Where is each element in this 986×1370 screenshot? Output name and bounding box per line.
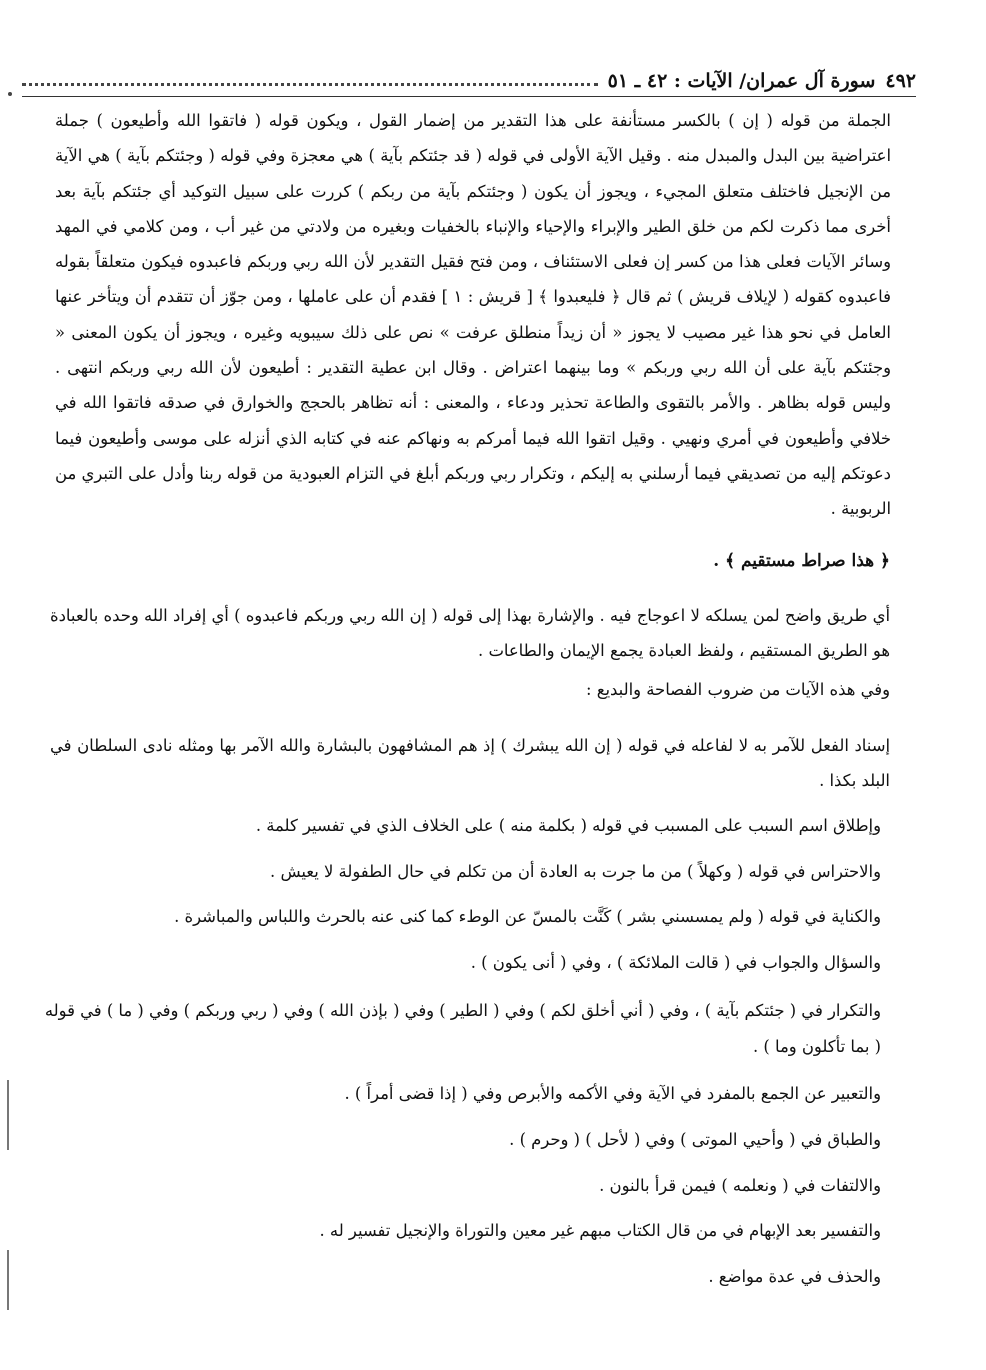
page-number: ٤٩٢ xyxy=(885,70,916,92)
list-item: والتعبير عن الجمع بالمفرد في الآية وفي الأكمه والأبرص وفي ( إذا قضى أمراً ) . xyxy=(344,1084,881,1104)
list-item: والطباق في ( وأحيي الموتى ) وفي ( لأحل ) ( وحرم ) . xyxy=(509,1129,881,1149)
list-item: والاحتراس في قوله ( وكهلاً ) من ما جرت به العادة أن من تكلم في حال الطفولة لا يعيش . xyxy=(270,861,881,881)
ayah-heading: ﴿ هذا صراط مستقيم ﴾ . xyxy=(713,551,890,571)
page-header xyxy=(22,66,916,97)
list-item: والتفسير بعد الإبهام في من قال الكتاب مبهم غير معين والتوراة والإنجيل تفسير له . xyxy=(319,1221,881,1241)
commentary-paragraph-1 xyxy=(55,103,891,527)
list-item: وإطلاق اسم السبب على المسبب في قوله ( بكلمة منه ) على الخلاف الذي في تفسير كلمة . xyxy=(255,816,881,835)
scan-dot xyxy=(8,92,12,96)
list-item: والكناية في قوله ( ولم يمسسني بشر ) كَنَّت بالمسّ عن الوطء كما كنى عنه بالحرث واللباس والمباشرة . xyxy=(174,907,881,927)
list-item: والحذف في عدة مواضع . xyxy=(708,1266,881,1286)
scan-margin-line xyxy=(7,1080,9,1150)
scan-margin-line xyxy=(7,1250,9,1310)
list-item: والتكرار في ( جئتكم بآية ) ، وفي ( أني أخلق لكم ) وفي ( الطير ) وفي ( بإذن الله ) وفي ( ربي وربكم ) وفي ( ما ) في قوله ( بما تأكلون وما ) . xyxy=(44,1001,881,1057)
rhetoric-intro: وفي هذه الآيات من ضروب الفصاحة والبديع : xyxy=(586,680,890,699)
rhetoric-list xyxy=(40,811,881,1307)
header-dot-leader xyxy=(22,83,598,86)
commentary-paragraph-4: إسناد الفعل للآمر به لا لفاعله في قوله ( إن الله يبشرك ) إذ هم المشافهون بالبشارة والله الآمر بها ومثله نادى السلطان في البلد بكذا . xyxy=(50,736,890,790)
commentary-paragraph-2: أي طريق واضح لمن يسلكه لا اعوجاج فيه . والإشارة بهذا إلى قوله ( إن الله ربي وربكم فاعبدوه ) أي إفراد الله وحده بالعبادة هو الطريق المستقيم ، ولفظ العبادة يجمع الإيمان والطاعات . xyxy=(50,606,890,660)
running-title: سورة آل عمران/ الآيات : ٤٢ ـ ٥١ xyxy=(607,70,876,92)
list-item: والسؤال والجواب في ( قالت الملائكة ) ، وفي ( أنى يكون ) . xyxy=(470,952,881,972)
list-item: والالتفات في ( ونعلمه ) فيمن قرأ بالنون . xyxy=(599,1175,881,1195)
paragraph-text: الجملة من قوله ( إن ) بالكسر مستأنفة على هذا التقدير من إضمار القول ، ويكون قوله ( فاتقوا الله وأطيعون ) جملة اعتراضية بين البدل والمبدل منه . وقيل الآية الأولى في قوله ( قد جئتكم بآية ) هي معجزة وفي قوله ( وجئتكم بآية ) هي الآية من الإنجيل فاختلف متعلق المجيء ، ويجوز أن يكون ( وجئتكم بآية من ربكم ) كررت على سبيل التوكيد أي جئتكم بآية بعد أخرى مما ذكرت لكم من خلق الطير والإبراء والإحياء والإنباء بالخفيات وبغيره من ولادتي من غير أب ، ومن كلامي في المهد وسائر الآيات فعلى هذا من كسر إن فعلى الاستئناف ، ومن فتح فقيل التقدير لأن الله ربي وربكم فاعبدوه فيكون متعلقاً بقوله فاعبدوه كقوله ( لإيلاف قريش ) ثم قال ﴿ فليعبدوا ﴾ [ قريش : ١ ] فقدم أن على عاملها ، ومن جوّز أن تتقدم أن ويتأخر عنها العامل في نحو هذا غير مصيب لا يجوز « أن زيداً منطلق عرفت » نص على ذلك سيبويه وغيره ، ويجوز أن يكون المعنى « وجئتكم بآية على أن الله ربي وربكم » وما بينهما اعتراض . وقال ابن عطية التقدير : أطيعون لأن الله ربي وربكم انتهى . وليس قوله بظاهر . والأمر بالتقوى والطاعة تحذير ودعاء ، والمعنى : أنه تظاهر بالحجج والخوارق في صدقه فاتقوا الله في خلافي وأطيعون في أمري ونهيي . وقيل اتقوا الله فيما أمركم به ونهاكم عنه في كتابه الذي أنزله على موسى وأطيعون فيما دعوتكم إليه من تصديقي فيما أرسلني به إليكم ، وتكرار ربي وربكم أبلغ في التزام العبودية من قوله ربنا وأدل على التبري من الربوبية . xyxy=(55,111,891,519)
